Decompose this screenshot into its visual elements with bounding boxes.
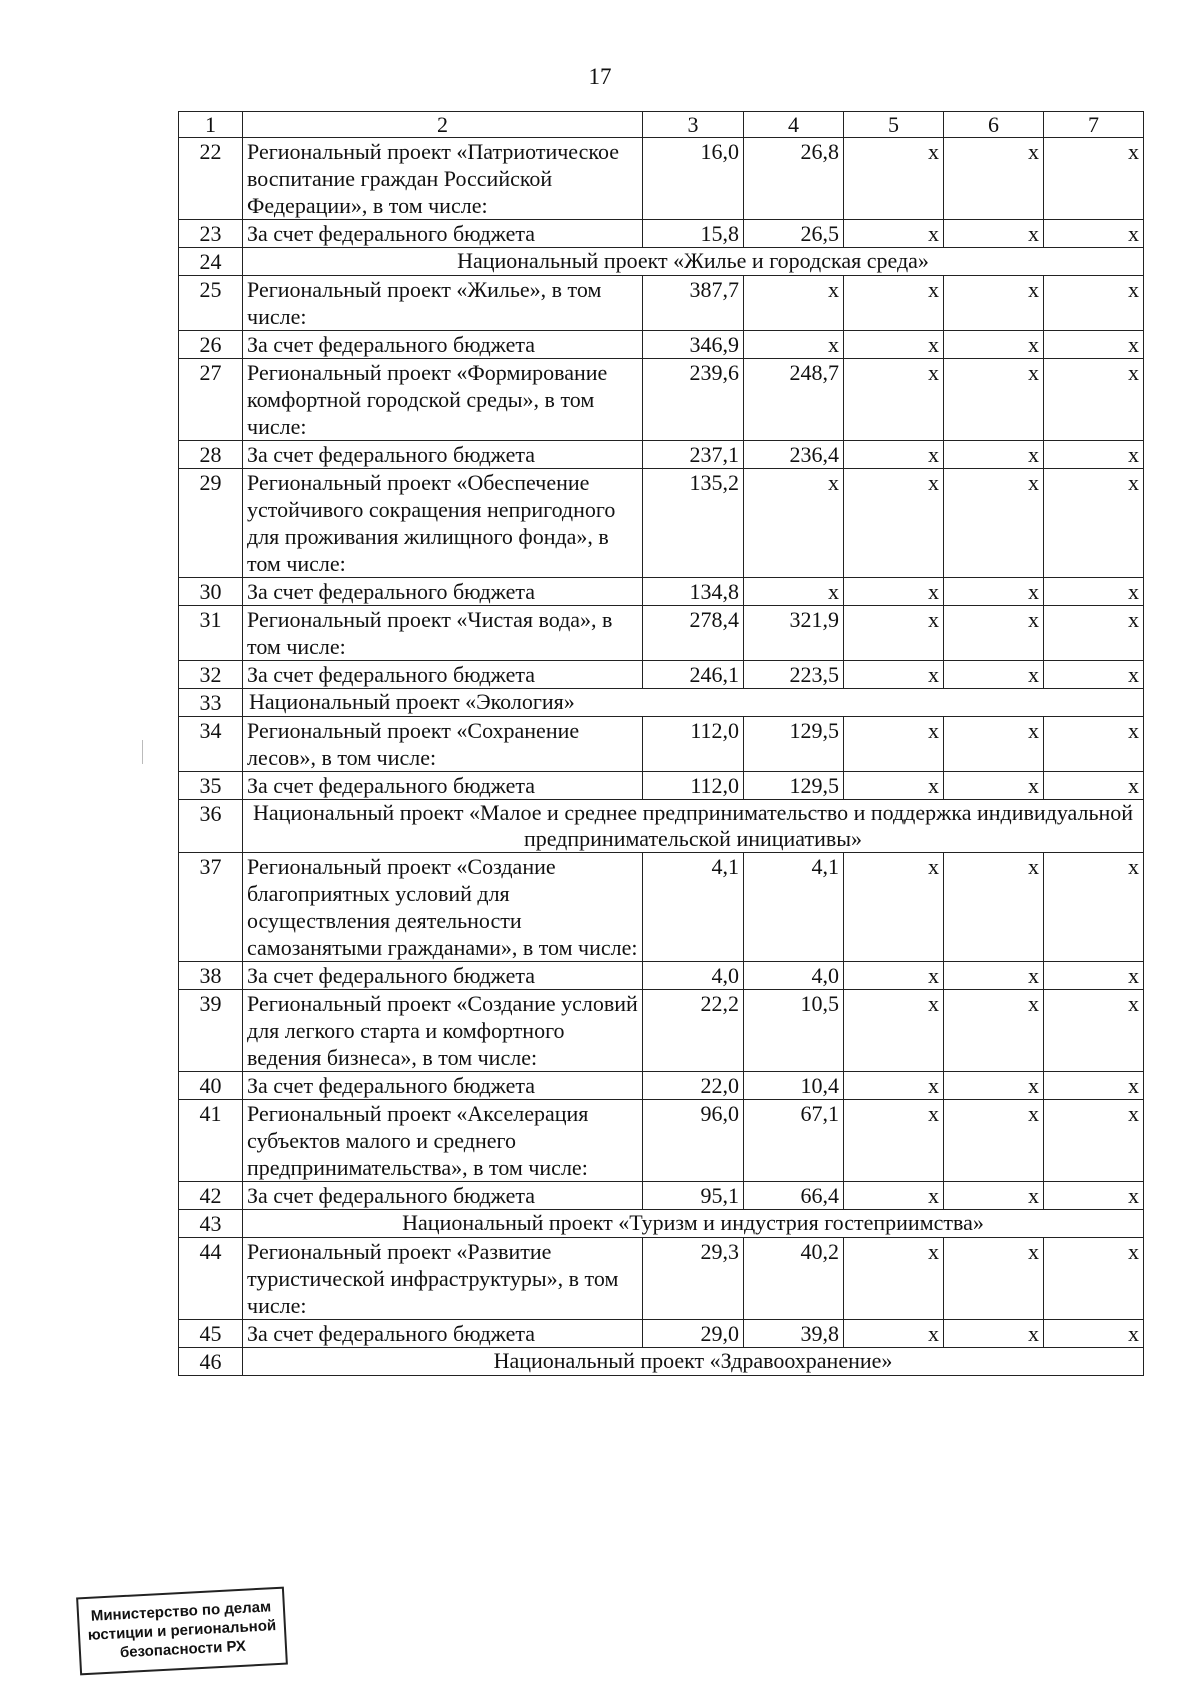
- cell-col-4: 67,1: [744, 1100, 844, 1182]
- cell-col-5: x: [844, 1072, 944, 1100]
- cell-col-7: x: [1044, 138, 1144, 220]
- cell-col-5: x: [844, 138, 944, 220]
- cell-col-4: 4,1: [744, 853, 844, 962]
- section-row: [179, 248, 1144, 276]
- table-row: [179, 441, 1144, 469]
- row-number: 29: [179, 469, 243, 578]
- cell-col-7: x: [1044, 661, 1144, 689]
- table-row: [179, 138, 1144, 220]
- cell-col-4: 129,5: [744, 772, 844, 800]
- section-title: Национальный проект «Экология»: [243, 689, 1144, 717]
- row-number: 23: [179, 220, 243, 248]
- row-number: 40: [179, 1072, 243, 1100]
- cell-col-3: 22,0: [643, 1072, 744, 1100]
- row-number: 39: [179, 990, 243, 1072]
- row-number: 25: [179, 276, 243, 331]
- cell-col-7: x: [1044, 962, 1144, 990]
- row-description: За счет федерального бюджета: [243, 772, 643, 800]
- cell-col-3: 29,0: [643, 1320, 744, 1348]
- row-number: 32: [179, 661, 243, 689]
- cell-col-6: x: [944, 661, 1044, 689]
- row-description: За счет федерального бюджета: [243, 331, 643, 359]
- row-description: Региональный проект «Акселерация субъектов малого и среднего предпринимательства», в том числе:: [243, 1100, 643, 1182]
- cell-col-7: x: [1044, 578, 1144, 606]
- row-number: 37: [179, 853, 243, 962]
- cell-col-7: x: [1044, 469, 1144, 578]
- table-row: [179, 1072, 1144, 1100]
- cell-col-5: x: [844, 276, 944, 331]
- cell-col-4: 39,8: [744, 1320, 844, 1348]
- cell-col-6: x: [944, 717, 1044, 772]
- column-header-6: 6: [944, 112, 1044, 138]
- cell-col-5: x: [844, 853, 944, 962]
- section-title: Национальный проект «Туризм и индустрия гостеприимства»: [243, 1210, 1144, 1238]
- cell-col-6: x: [944, 1238, 1044, 1320]
- stamp-line: безопасности РХ: [119, 1637, 247, 1662]
- row-description: За счет федерального бюджета: [243, 441, 643, 469]
- column-header-2: 2: [243, 112, 643, 138]
- column-header-7: 7: [1044, 112, 1144, 138]
- cell-col-6: x: [944, 469, 1044, 578]
- column-header-5: 5: [844, 112, 944, 138]
- cell-col-3: 15,8: [643, 220, 744, 248]
- stamp-line: Министерство по делам: [90, 1598, 272, 1625]
- cell-col-7: x: [1044, 1182, 1144, 1210]
- column-header-4: 4: [744, 112, 844, 138]
- row-description: Региональный проект «Жилье», в том числе:: [243, 276, 643, 331]
- cell-col-7: x: [1044, 276, 1144, 331]
- table-row: [179, 359, 1144, 441]
- cell-col-4: x: [744, 331, 844, 359]
- row-description: Региональный проект «Развитие туристической инфраструктуры», в том числе:: [243, 1238, 643, 1320]
- table-row: [179, 331, 1144, 359]
- row-description: Региональный проект «Патриотическое воспитание граждан Российской Федерации», в том числе:: [243, 138, 643, 220]
- row-description: Региональный проект «Формирование комфортной городской среды», в том числе:: [243, 359, 643, 441]
- row-description: Региональный проект «Создание благоприятных условий для осуществления деятельности самозанятыми гражданами», в том числе:: [243, 853, 643, 962]
- cell-col-7: x: [1044, 1100, 1144, 1182]
- table-row: [179, 1100, 1144, 1182]
- cell-col-7: x: [1044, 1238, 1144, 1320]
- cell-col-5: x: [844, 578, 944, 606]
- budget-table: [178, 111, 1144, 1376]
- cell-col-5: x: [844, 606, 944, 661]
- cell-col-3: 346,9: [643, 331, 744, 359]
- cell-col-3: 239,6: [643, 359, 744, 441]
- cell-col-6: x: [944, 962, 1044, 990]
- table-row: [179, 990, 1144, 1072]
- section-row: [179, 1210, 1144, 1238]
- cell-col-4: 26,5: [744, 220, 844, 248]
- table-row: [179, 717, 1144, 772]
- cell-col-6: x: [944, 578, 1044, 606]
- cell-col-7: x: [1044, 359, 1144, 441]
- cell-col-6: x: [944, 772, 1044, 800]
- cell-col-3: 112,0: [643, 717, 744, 772]
- cell-col-3: 4,0: [643, 962, 744, 990]
- row-description: Региональный проект «Создание условий для легкого старта и комфортного ведения бизнеса», в том числе:: [243, 990, 643, 1072]
- row-description: За счет федерального бюджета: [243, 661, 643, 689]
- cell-col-6: x: [944, 853, 1044, 962]
- row-description: Региональный проект «Чистая вода», в том числе:: [243, 606, 643, 661]
- table-header: [179, 112, 1144, 138]
- section-row: [179, 1348, 1144, 1376]
- cell-col-5: x: [844, 1238, 944, 1320]
- row-number: 38: [179, 962, 243, 990]
- row-number: 27: [179, 359, 243, 441]
- row-description: За счет федерального бюджета: [243, 578, 643, 606]
- row-description: За счет федерального бюджета: [243, 1320, 643, 1348]
- cell-col-4: 4,0: [744, 962, 844, 990]
- row-description: За счет федерального бюджета: [243, 962, 643, 990]
- table-row: [179, 962, 1144, 990]
- cell-col-5: x: [844, 717, 944, 772]
- cell-col-7: x: [1044, 441, 1144, 469]
- row-number: 30: [179, 578, 243, 606]
- cell-col-3: 16,0: [643, 138, 744, 220]
- cell-col-6: x: [944, 1072, 1044, 1100]
- cell-col-7: x: [1044, 331, 1144, 359]
- row-number: 42: [179, 1182, 243, 1210]
- row-number: 41: [179, 1100, 243, 1182]
- row-number: 43: [179, 1210, 243, 1238]
- cell-col-5: x: [844, 1320, 944, 1348]
- cell-col-4: 248,7: [744, 359, 844, 441]
- cell-col-7: x: [1044, 606, 1144, 661]
- page-number: 17: [588, 64, 612, 89]
- cell-col-4: 26,8: [744, 138, 844, 220]
- cell-col-6: x: [944, 1100, 1044, 1182]
- cell-col-4: 223,5: [744, 661, 844, 689]
- cell-col-3: 112,0: [643, 772, 744, 800]
- cell-col-6: x: [944, 441, 1044, 469]
- cell-col-4: 10,4: [744, 1072, 844, 1100]
- table-row: [179, 220, 1144, 248]
- cell-col-5: x: [844, 1182, 944, 1210]
- ministry-stamp: [76, 1587, 288, 1676]
- cell-col-7: x: [1044, 220, 1144, 248]
- section-title: Национальный проект «Жилье и городская среда»: [243, 248, 1144, 276]
- cell-col-3: 246,1: [643, 661, 744, 689]
- stamp-line: юстиции и региональной: [87, 1617, 277, 1644]
- cell-col-3: 237,1: [643, 441, 744, 469]
- cell-col-5: x: [844, 962, 944, 990]
- row-number: 31: [179, 606, 243, 661]
- table-row: [179, 1182, 1144, 1210]
- cell-col-6: x: [944, 990, 1044, 1072]
- table-row: [179, 1238, 1144, 1320]
- row-number: 45: [179, 1320, 243, 1348]
- cell-col-3: 134,8: [643, 578, 744, 606]
- cell-col-6: x: [944, 331, 1044, 359]
- column-header-3: 3: [643, 112, 744, 138]
- section-title: Национальный проект «Здравоохранение»: [243, 1348, 1144, 1376]
- section-row: [179, 800, 1144, 853]
- table-row: [179, 606, 1144, 661]
- row-number: 24: [179, 248, 243, 276]
- cell-col-3: 278,4: [643, 606, 744, 661]
- row-number: 46: [179, 1348, 243, 1376]
- table-row: [179, 1320, 1144, 1348]
- section-row: [179, 689, 1144, 717]
- cell-col-7: x: [1044, 990, 1144, 1072]
- table-row: [179, 661, 1144, 689]
- row-description: За счет федерального бюджета: [243, 1182, 643, 1210]
- header-row: [179, 112, 1144, 138]
- cell-col-5: x: [844, 220, 944, 248]
- cell-col-3: 22,2: [643, 990, 744, 1072]
- cell-col-7: x: [1044, 853, 1144, 962]
- cell-col-4: x: [744, 276, 844, 331]
- cell-col-6: x: [944, 359, 1044, 441]
- cell-col-3: 135,2: [643, 469, 744, 578]
- cell-col-4: 129,5: [744, 717, 844, 772]
- cell-col-4: 40,2: [744, 1238, 844, 1320]
- cell-col-5: x: [844, 990, 944, 1072]
- cell-col-4: x: [744, 578, 844, 606]
- cell-col-4: 321,9: [744, 606, 844, 661]
- cell-col-4: 10,5: [744, 990, 844, 1072]
- cell-col-7: x: [1044, 717, 1144, 772]
- cell-col-6: x: [944, 276, 1044, 331]
- cell-col-3: 96,0: [643, 1100, 744, 1182]
- cell-col-5: x: [844, 772, 944, 800]
- row-number: 33: [179, 689, 243, 717]
- table-row: [179, 578, 1144, 606]
- row-description: Региональный проект «Обеспечение устойчивого сокращения непригодного для проживания жилищного фонда», в том числе:: [243, 469, 643, 578]
- cell-col-5: x: [844, 661, 944, 689]
- row-number: 44: [179, 1238, 243, 1320]
- cell-col-7: x: [1044, 772, 1144, 800]
- table-body: [179, 138, 1144, 1376]
- cell-col-3: 387,7: [643, 276, 744, 331]
- cell-col-6: x: [944, 1182, 1044, 1210]
- table-row: [179, 469, 1144, 578]
- cell-col-5: x: [844, 331, 944, 359]
- row-number: 36: [179, 800, 243, 853]
- cell-col-6: x: [944, 1320, 1044, 1348]
- cell-col-5: x: [844, 359, 944, 441]
- row-description: За счет федерального бюджета: [243, 220, 643, 248]
- cell-col-7: x: [1044, 1320, 1144, 1348]
- row-number: 22: [179, 138, 243, 220]
- table-row: [179, 853, 1144, 962]
- cell-col-4: 66,4: [744, 1182, 844, 1210]
- cell-col-6: x: [944, 138, 1044, 220]
- cell-col-4: 236,4: [744, 441, 844, 469]
- section-title: Национальный проект «Малое и среднее предпринимательство и поддержка индивидуальной предпринимательской инициативы»: [243, 800, 1144, 853]
- scan-artifact: [142, 740, 143, 764]
- cell-col-5: x: [844, 1100, 944, 1182]
- cell-col-3: 29,3: [643, 1238, 744, 1320]
- cell-col-3: 95,1: [643, 1182, 744, 1210]
- cell-col-7: x: [1044, 1072, 1144, 1100]
- row-description: За счет федерального бюджета: [243, 1072, 643, 1100]
- row-number: 28: [179, 441, 243, 469]
- table-row: [179, 276, 1144, 331]
- cell-col-5: x: [844, 441, 944, 469]
- row-number: 26: [179, 331, 243, 359]
- row-number: 34: [179, 717, 243, 772]
- table-row: [179, 772, 1144, 800]
- row-number: 35: [179, 772, 243, 800]
- column-header-1: 1: [179, 112, 243, 138]
- cell-col-3: 4,1: [643, 853, 744, 962]
- cell-col-6: x: [944, 606, 1044, 661]
- row-description: Региональный проект «Сохранение лесов», в том числе:: [243, 717, 643, 772]
- cell-col-4: x: [744, 469, 844, 578]
- cell-col-6: x: [944, 220, 1044, 248]
- cell-col-5: x: [844, 469, 944, 578]
